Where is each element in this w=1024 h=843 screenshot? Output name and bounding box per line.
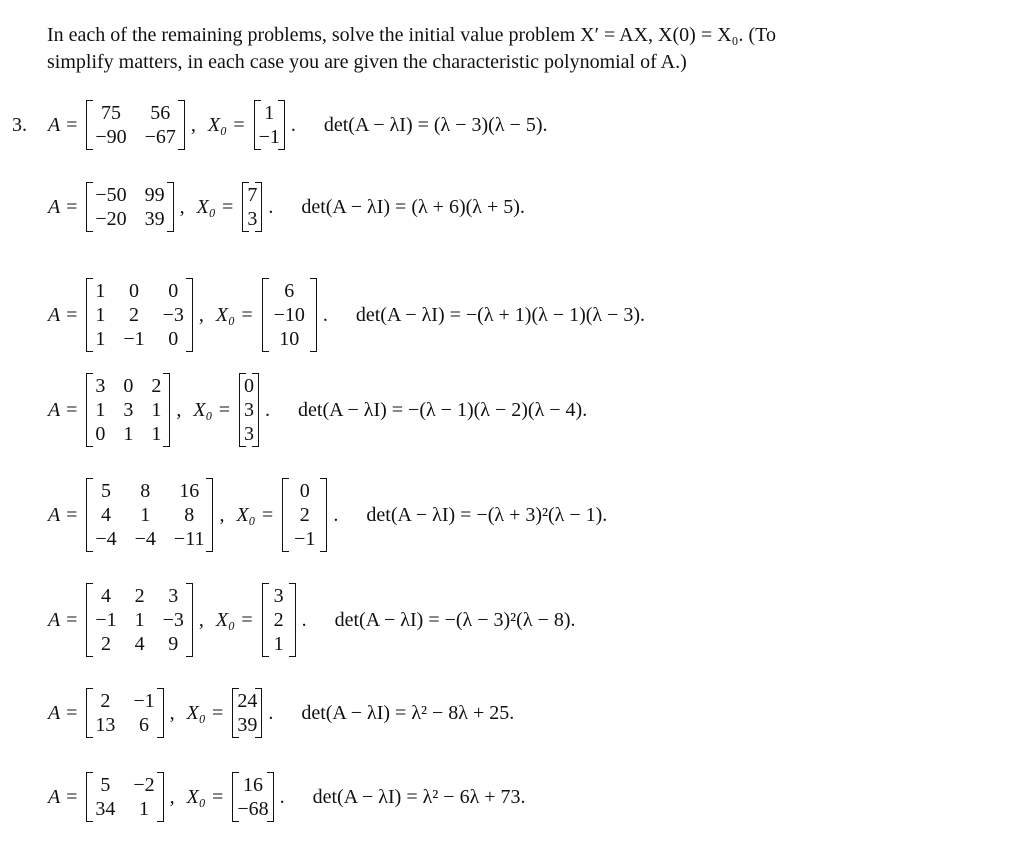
matrix-a — [86, 583, 193, 657]
matrix-entry: −50 — [95, 184, 127, 206]
vector-entry: 3 — [273, 585, 284, 607]
matrix-a-label: A = — [48, 608, 79, 631]
vector-entry: −10 — [273, 304, 305, 326]
problem-row — [0, 182, 525, 232]
matrix-a — [86, 373, 170, 447]
characteristic-polynomial: det(A − λI) = −(λ − 3)²(λ − 8). — [334, 608, 576, 631]
instructions-line-2: simplify matters, in each case you are given the characteristic polynomial of A.) — [47, 51, 687, 73]
vector-entry: 6 — [284, 280, 295, 302]
characteristic-polynomial: det(A − λI) = λ² − 8λ + 25. — [301, 701, 515, 724]
matrix-entry: 16 — [179, 480, 200, 502]
matrix-entry: −2 — [133, 774, 155, 796]
vector-entry: −1 — [258, 126, 280, 148]
x0-label: X₀ = — [215, 303, 254, 326]
matrix-entry: 1 — [139, 798, 149, 820]
matrix-a-label: A = — [48, 701, 79, 724]
vector-entry: 2 — [273, 609, 284, 631]
vector-entry: 0 — [299, 480, 310, 502]
vector-x0 — [282, 478, 327, 552]
matrix-entry: −11 — [173, 528, 205, 550]
vector-x0 — [242, 182, 262, 232]
matrix-entry: 0 — [129, 280, 139, 302]
instructions-line-1: In each of the remaining problems, solve the initial value problem X′ = AX, X(0) = X₀. (To — [47, 24, 776, 46]
matrix-a-label: A = — [48, 398, 79, 421]
matrix-a — [86, 688, 163, 738]
matrix-a-label: A = — [48, 785, 79, 808]
comma: , — [176, 398, 182, 421]
matrix-entry: 8 — [184, 504, 195, 526]
matrix-entry: 0 — [123, 375, 134, 397]
period: . — [333, 503, 339, 526]
vector-entry: 2 — [299, 504, 310, 526]
x0-label: X₀ = — [196, 195, 235, 218]
period: . — [268, 195, 274, 218]
matrix-entry: 99 — [144, 184, 165, 206]
matrix-entry: −1 — [123, 328, 145, 350]
matrix-entry: −4 — [134, 528, 156, 550]
matrix-entry: 2 — [134, 585, 145, 607]
vector-x0 — [262, 278, 317, 352]
period: . — [322, 303, 328, 326]
vector-entry: 7 — [247, 184, 258, 206]
vector-entry: 1 — [273, 633, 284, 655]
matrix-entry: 1 — [151, 423, 162, 445]
matrix-a — [86, 182, 173, 232]
vector-entry: 1 — [264, 102, 275, 124]
matrix-a — [86, 772, 163, 822]
problem-row — [0, 278, 645, 352]
problem-row — [0, 688, 514, 738]
matrix-entry: 0 — [168, 328, 179, 350]
matrix-entry: −3 — [162, 304, 184, 326]
matrix-a-label: A = — [48, 195, 79, 218]
vector-entry: 0 — [244, 375, 255, 397]
matrix-entry: 3 — [168, 585, 179, 607]
matrix-entry: 6 — [139, 714, 149, 736]
vector-x0 — [239, 373, 259, 447]
matrix-entry: 75 — [101, 102, 121, 124]
problem-row — [0, 583, 575, 657]
characteristic-polynomial: det(A − λI) = (λ + 6)(λ + 5). — [301, 195, 525, 218]
problem-row — [0, 373, 587, 447]
comma: , — [219, 503, 225, 526]
matrix-entry: −90 — [95, 126, 127, 148]
matrix-entry: 4 — [101, 585, 111, 607]
matrix-entry: 4 — [134, 633, 145, 655]
characteristic-polynomial: det(A − λI) = λ² − 6λ + 73. — [312, 785, 526, 808]
characteristic-polynomial: det(A − λI) = −(λ + 1)(λ − 1)(λ − 3). — [355, 303, 646, 326]
vector-entry: 39 — [237, 714, 258, 736]
vector-x0 — [232, 688, 262, 738]
period: . — [279, 785, 285, 808]
vector-entry: 10 — [279, 328, 300, 350]
matrix-a-label: A = — [48, 303, 79, 326]
matrix-a-label: A = — [48, 113, 79, 136]
matrix-entry: 13 — [95, 714, 116, 736]
characteristic-polynomial: det(A − λI) = −(λ − 1)(λ − 2)(λ − 4). — [298, 398, 588, 421]
matrix-entry: 1 — [134, 609, 145, 631]
matrix-entry: 56 — [150, 102, 171, 124]
x0-label: X₀ = — [186, 785, 225, 808]
matrix-entry: 34 — [95, 798, 116, 820]
comma: , — [190, 113, 196, 136]
instructions — [47, 22, 1007, 76]
matrix-entry: 2 — [151, 375, 162, 397]
matrix-entry: 8 — [140, 480, 151, 502]
matrix-entry: 2 — [129, 304, 139, 326]
matrix-entry: 1 — [123, 423, 134, 445]
matrix-entry: 1 — [151, 399, 162, 421]
matrix-entry: 4 — [101, 504, 111, 526]
vector-entry: −1 — [294, 528, 316, 550]
x0-label: X₀ = — [193, 398, 232, 421]
matrix-a-label: A = — [48, 503, 79, 526]
x0-label: X₀ = — [236, 503, 275, 526]
matrix-entry: −20 — [95, 208, 127, 230]
x0-label: X₀ = — [215, 608, 254, 631]
vector-entry: 16 — [242, 774, 263, 796]
matrix-entry: 0 — [168, 280, 179, 302]
x0-label: X₀ = — [186, 701, 225, 724]
period: . — [268, 701, 274, 724]
comma: , — [198, 303, 204, 326]
problem-number: 3. — [12, 113, 27, 136]
period: . — [301, 608, 307, 631]
matrix-a — [86, 100, 185, 150]
period: . — [265, 398, 271, 421]
vector-entry: 3 — [247, 208, 258, 230]
comma: , — [198, 608, 204, 631]
x0-label: X₀ = — [207, 113, 246, 136]
matrix-entry: 9 — [168, 633, 179, 655]
matrix-entry: 2 — [100, 690, 111, 712]
problem-row — [0, 100, 547, 150]
matrix-entry: 1 — [95, 280, 106, 302]
vector-x0 — [262, 583, 296, 657]
vector-x0 — [254, 100, 285, 150]
comma: , — [169, 785, 175, 808]
matrix-entry: −1 — [133, 690, 155, 712]
comma: , — [169, 701, 175, 724]
matrix-entry: −1 — [95, 609, 117, 631]
matrix-entry: −3 — [162, 609, 184, 631]
matrix-entry: 2 — [101, 633, 111, 655]
vector-entry: 3 — [244, 423, 255, 445]
matrix-entry: 5 — [101, 480, 111, 502]
vector-x0 — [232, 772, 273, 822]
matrix-entry: 0 — [95, 423, 106, 445]
matrix-entry: 5 — [100, 774, 111, 796]
matrix-a — [86, 478, 213, 552]
matrix-entry: 3 — [95, 375, 106, 397]
matrix-entry: 1 — [140, 504, 151, 526]
matrix-entry: −4 — [95, 528, 117, 550]
matrix-entry: 1 — [95, 399, 106, 421]
matrix-a — [86, 278, 193, 352]
matrix-entry: 3 — [123, 399, 134, 421]
vector-entry: 24 — [237, 690, 258, 712]
problem-row — [0, 772, 526, 822]
problem-row — [0, 478, 607, 552]
matrix-entry: 1 — [95, 328, 106, 350]
matrix-entry: 1 — [95, 304, 106, 326]
vector-entry: −68 — [237, 798, 269, 820]
characteristic-polynomial: det(A − λI) = (λ − 3)(λ − 5). — [323, 113, 548, 136]
period: . — [290, 113, 296, 136]
comma: , — [179, 195, 185, 218]
characteristic-polynomial: det(A − λI) = −(λ + 3)²(λ − 1). — [366, 503, 608, 526]
vector-entry: 3 — [244, 399, 255, 421]
matrix-entry: −67 — [144, 126, 176, 148]
matrix-entry: 39 — [144, 208, 165, 230]
